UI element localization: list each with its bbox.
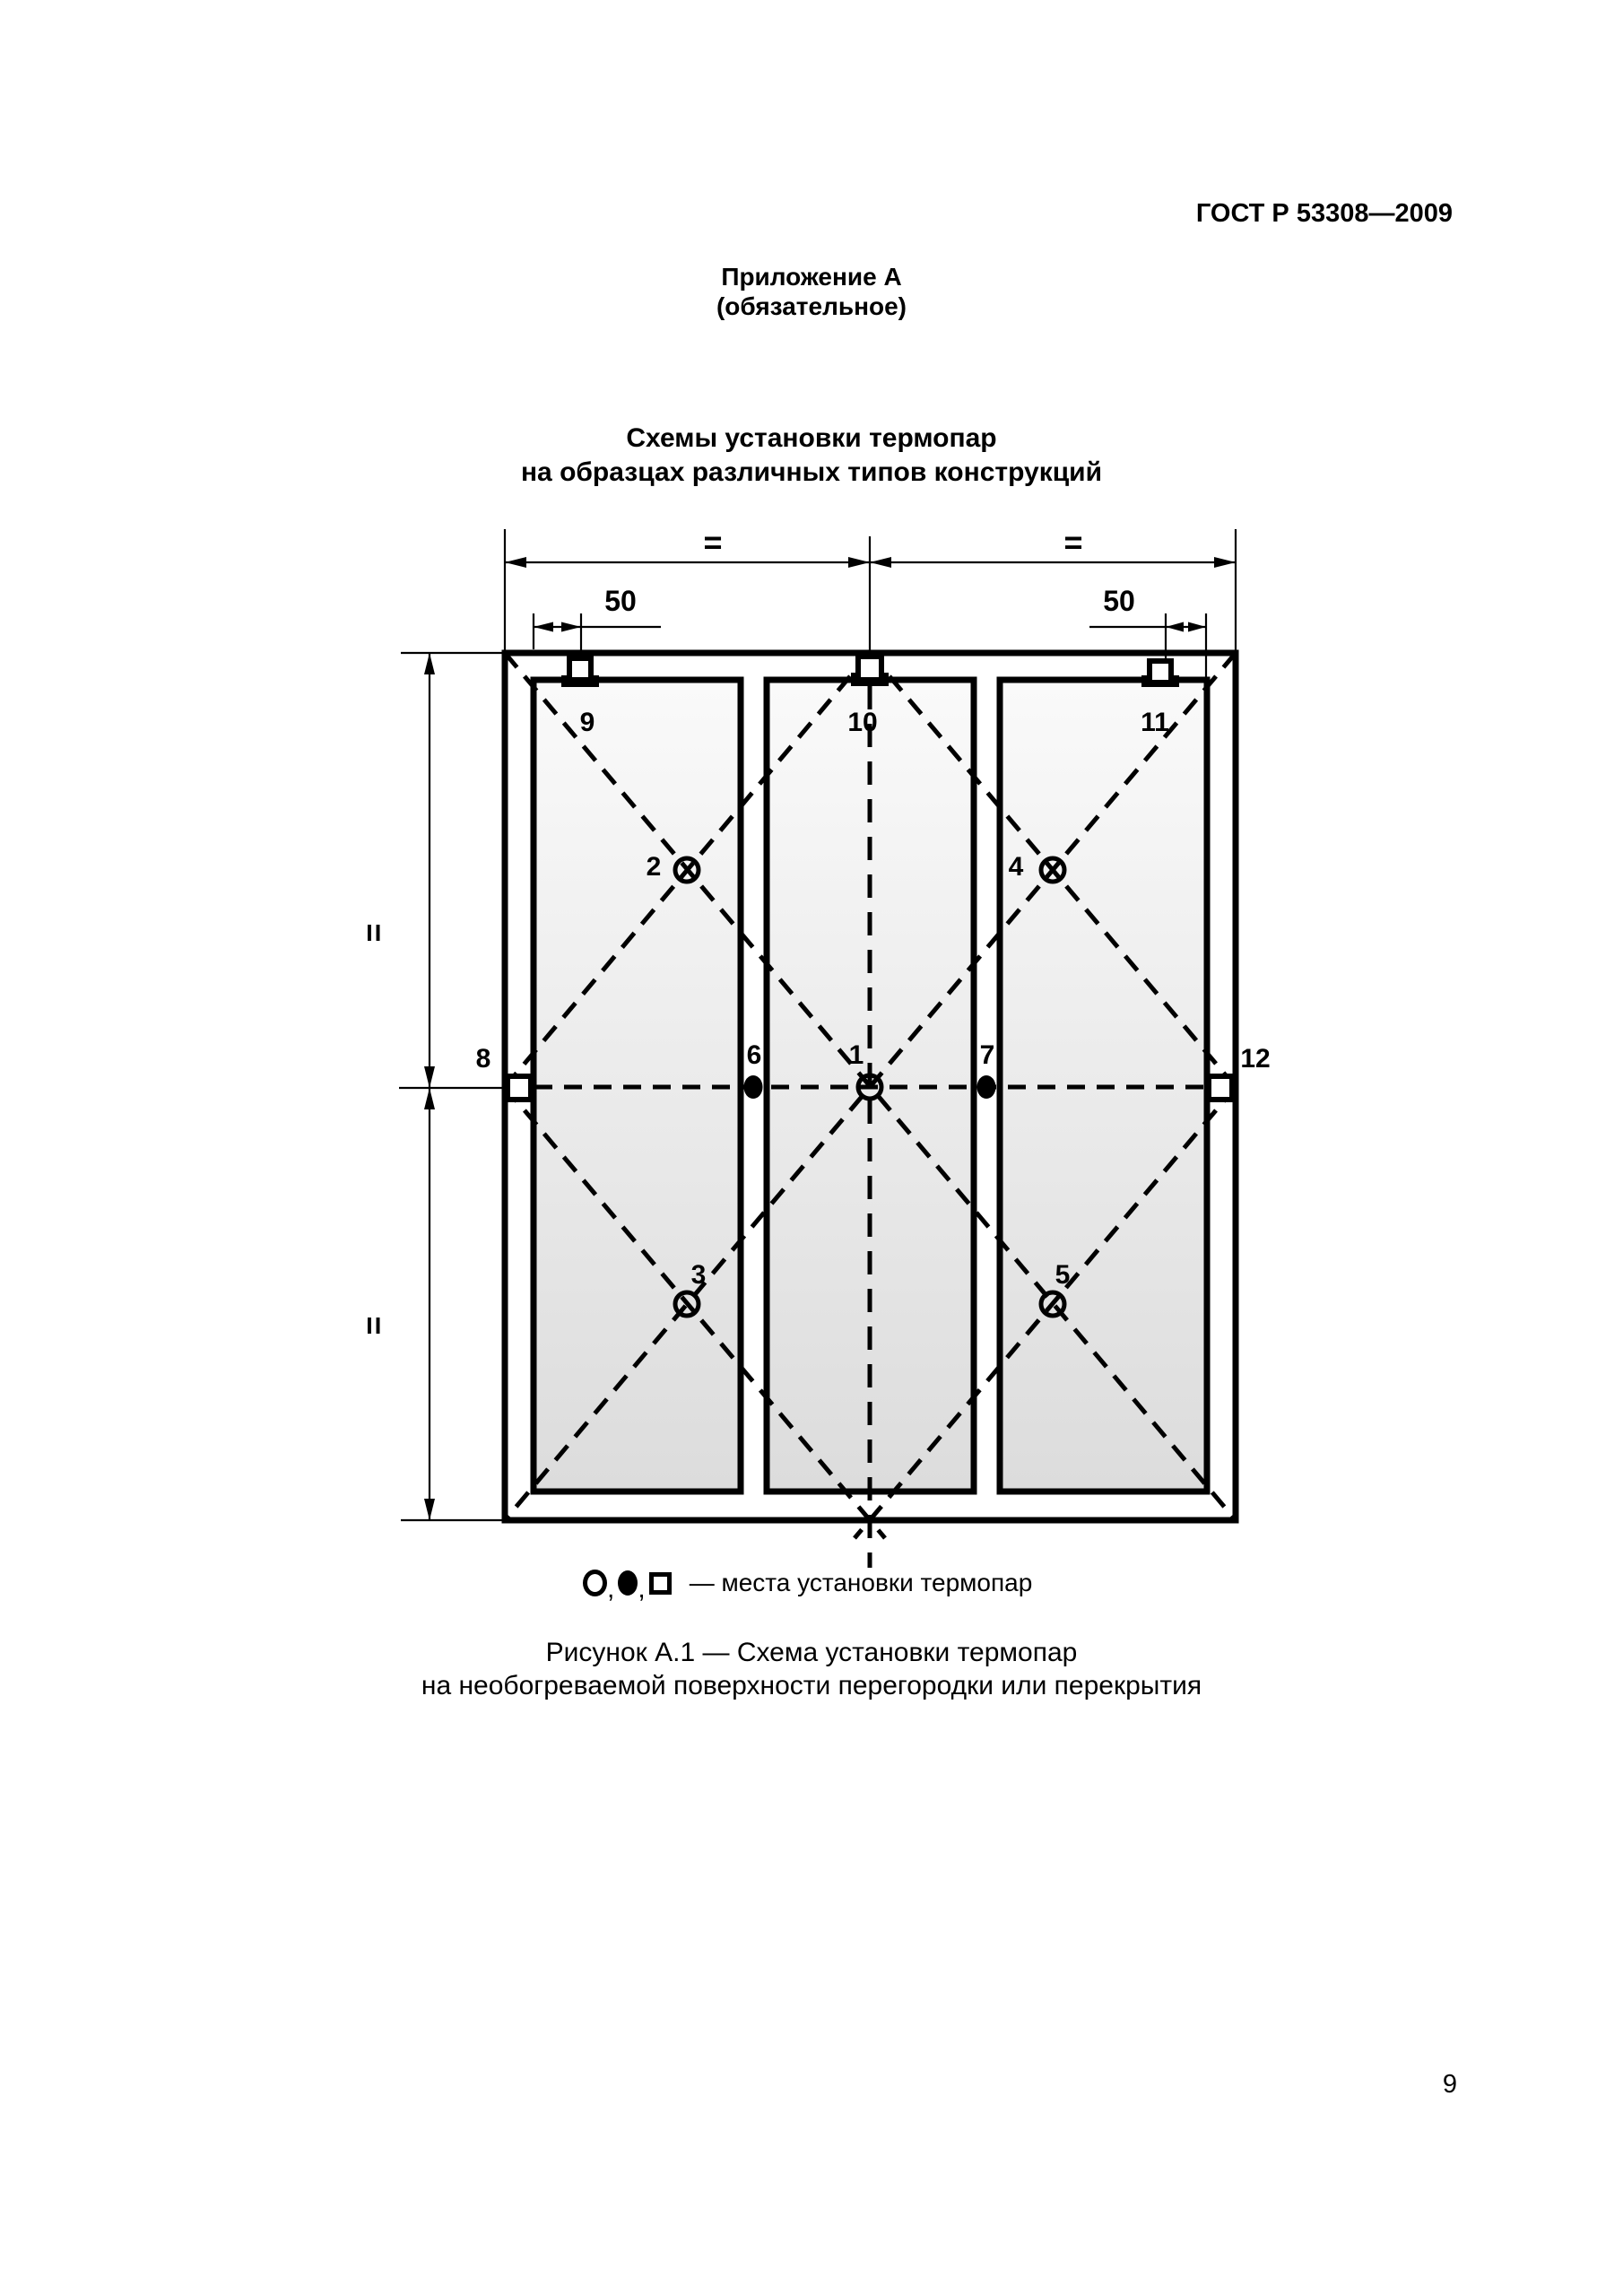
arrowhead bbox=[534, 622, 553, 632]
legend-text: — места установки термопар bbox=[689, 1569, 1033, 1596]
arrowhead bbox=[424, 1499, 435, 1520]
offset-50-label: 50 bbox=[604, 585, 637, 617]
point-label-3: 3 bbox=[690, 1260, 707, 1290]
arrowhead bbox=[848, 557, 870, 568]
point-label-7: 7 bbox=[979, 1040, 995, 1070]
thermocouple-square-9 bbox=[569, 658, 591, 680]
point-label-1: 1 bbox=[848, 1040, 864, 1070]
equal-span-label-vertical: = bbox=[356, 1316, 393, 1335]
point-label-11: 11 bbox=[1141, 708, 1169, 737]
point-label-6: 6 bbox=[746, 1040, 762, 1070]
equal-span-label-vertical: = bbox=[356, 923, 393, 943]
point-label-9: 9 bbox=[579, 708, 595, 737]
arrowhead bbox=[870, 557, 891, 568]
title-line-1: Схемы установки термопар bbox=[626, 423, 997, 453]
open-square-icon bbox=[649, 1572, 672, 1595]
legend bbox=[583, 1568, 1033, 1604]
legend-separator: , bbox=[638, 1574, 646, 1604]
left-dimension bbox=[399, 653, 504, 1520]
point-label-5: 5 bbox=[1055, 1260, 1071, 1290]
point-label-12: 12 bbox=[1240, 1044, 1271, 1074]
caption-line-1: Рисунок А.1 — Схема установки термопар bbox=[545, 1638, 1078, 1667]
appendix-title: Приложение А bbox=[721, 263, 902, 291]
legend-separator: , bbox=[607, 1574, 615, 1604]
arrowhead bbox=[1166, 622, 1184, 632]
open-circle-icon bbox=[583, 1570, 607, 1596]
arrowhead bbox=[1214, 557, 1236, 568]
arrowhead bbox=[561, 622, 581, 632]
page-number: 9 bbox=[1442, 2070, 1457, 2099]
appendix-subtitle: (обязательное) bbox=[716, 292, 907, 320]
thermocouple-square-10 bbox=[858, 657, 881, 680]
arrowhead bbox=[505, 557, 526, 568]
point-label-4: 4 bbox=[1008, 852, 1024, 882]
standard-number: ГОСТ Р 53308—2009 bbox=[1195, 199, 1453, 228]
point-label-2: 2 bbox=[646, 852, 662, 882]
point-label-10: 10 bbox=[847, 708, 878, 737]
filled-circle-icon bbox=[618, 1570, 638, 1596]
caption-line-2: на необогреваемой поверхности перегородки или перекрытия bbox=[421, 1671, 1202, 1700]
figure-caption bbox=[0, 1636, 1623, 1702]
equal-span-label: = bbox=[703, 524, 723, 561]
title-line-2: на образцах различных типов конструкций bbox=[520, 457, 1103, 487]
thermocouple-square-8 bbox=[508, 1076, 531, 1100]
arrowhead bbox=[424, 1088, 435, 1109]
point-label-8: 8 bbox=[475, 1044, 491, 1074]
offset-50-label: 50 bbox=[1103, 585, 1135, 617]
arrowhead bbox=[1188, 622, 1206, 632]
arrowhead bbox=[424, 1066, 435, 1088]
thermocouple-dot-6 bbox=[744, 1075, 763, 1099]
equal-span-label: = bbox=[1063, 524, 1083, 561]
thermocouple-square-11 bbox=[1150, 661, 1171, 683]
arrowhead bbox=[424, 653, 435, 674]
thermocouple-square-12 bbox=[1209, 1076, 1232, 1100]
thermocouple-dot-7 bbox=[977, 1075, 996, 1099]
